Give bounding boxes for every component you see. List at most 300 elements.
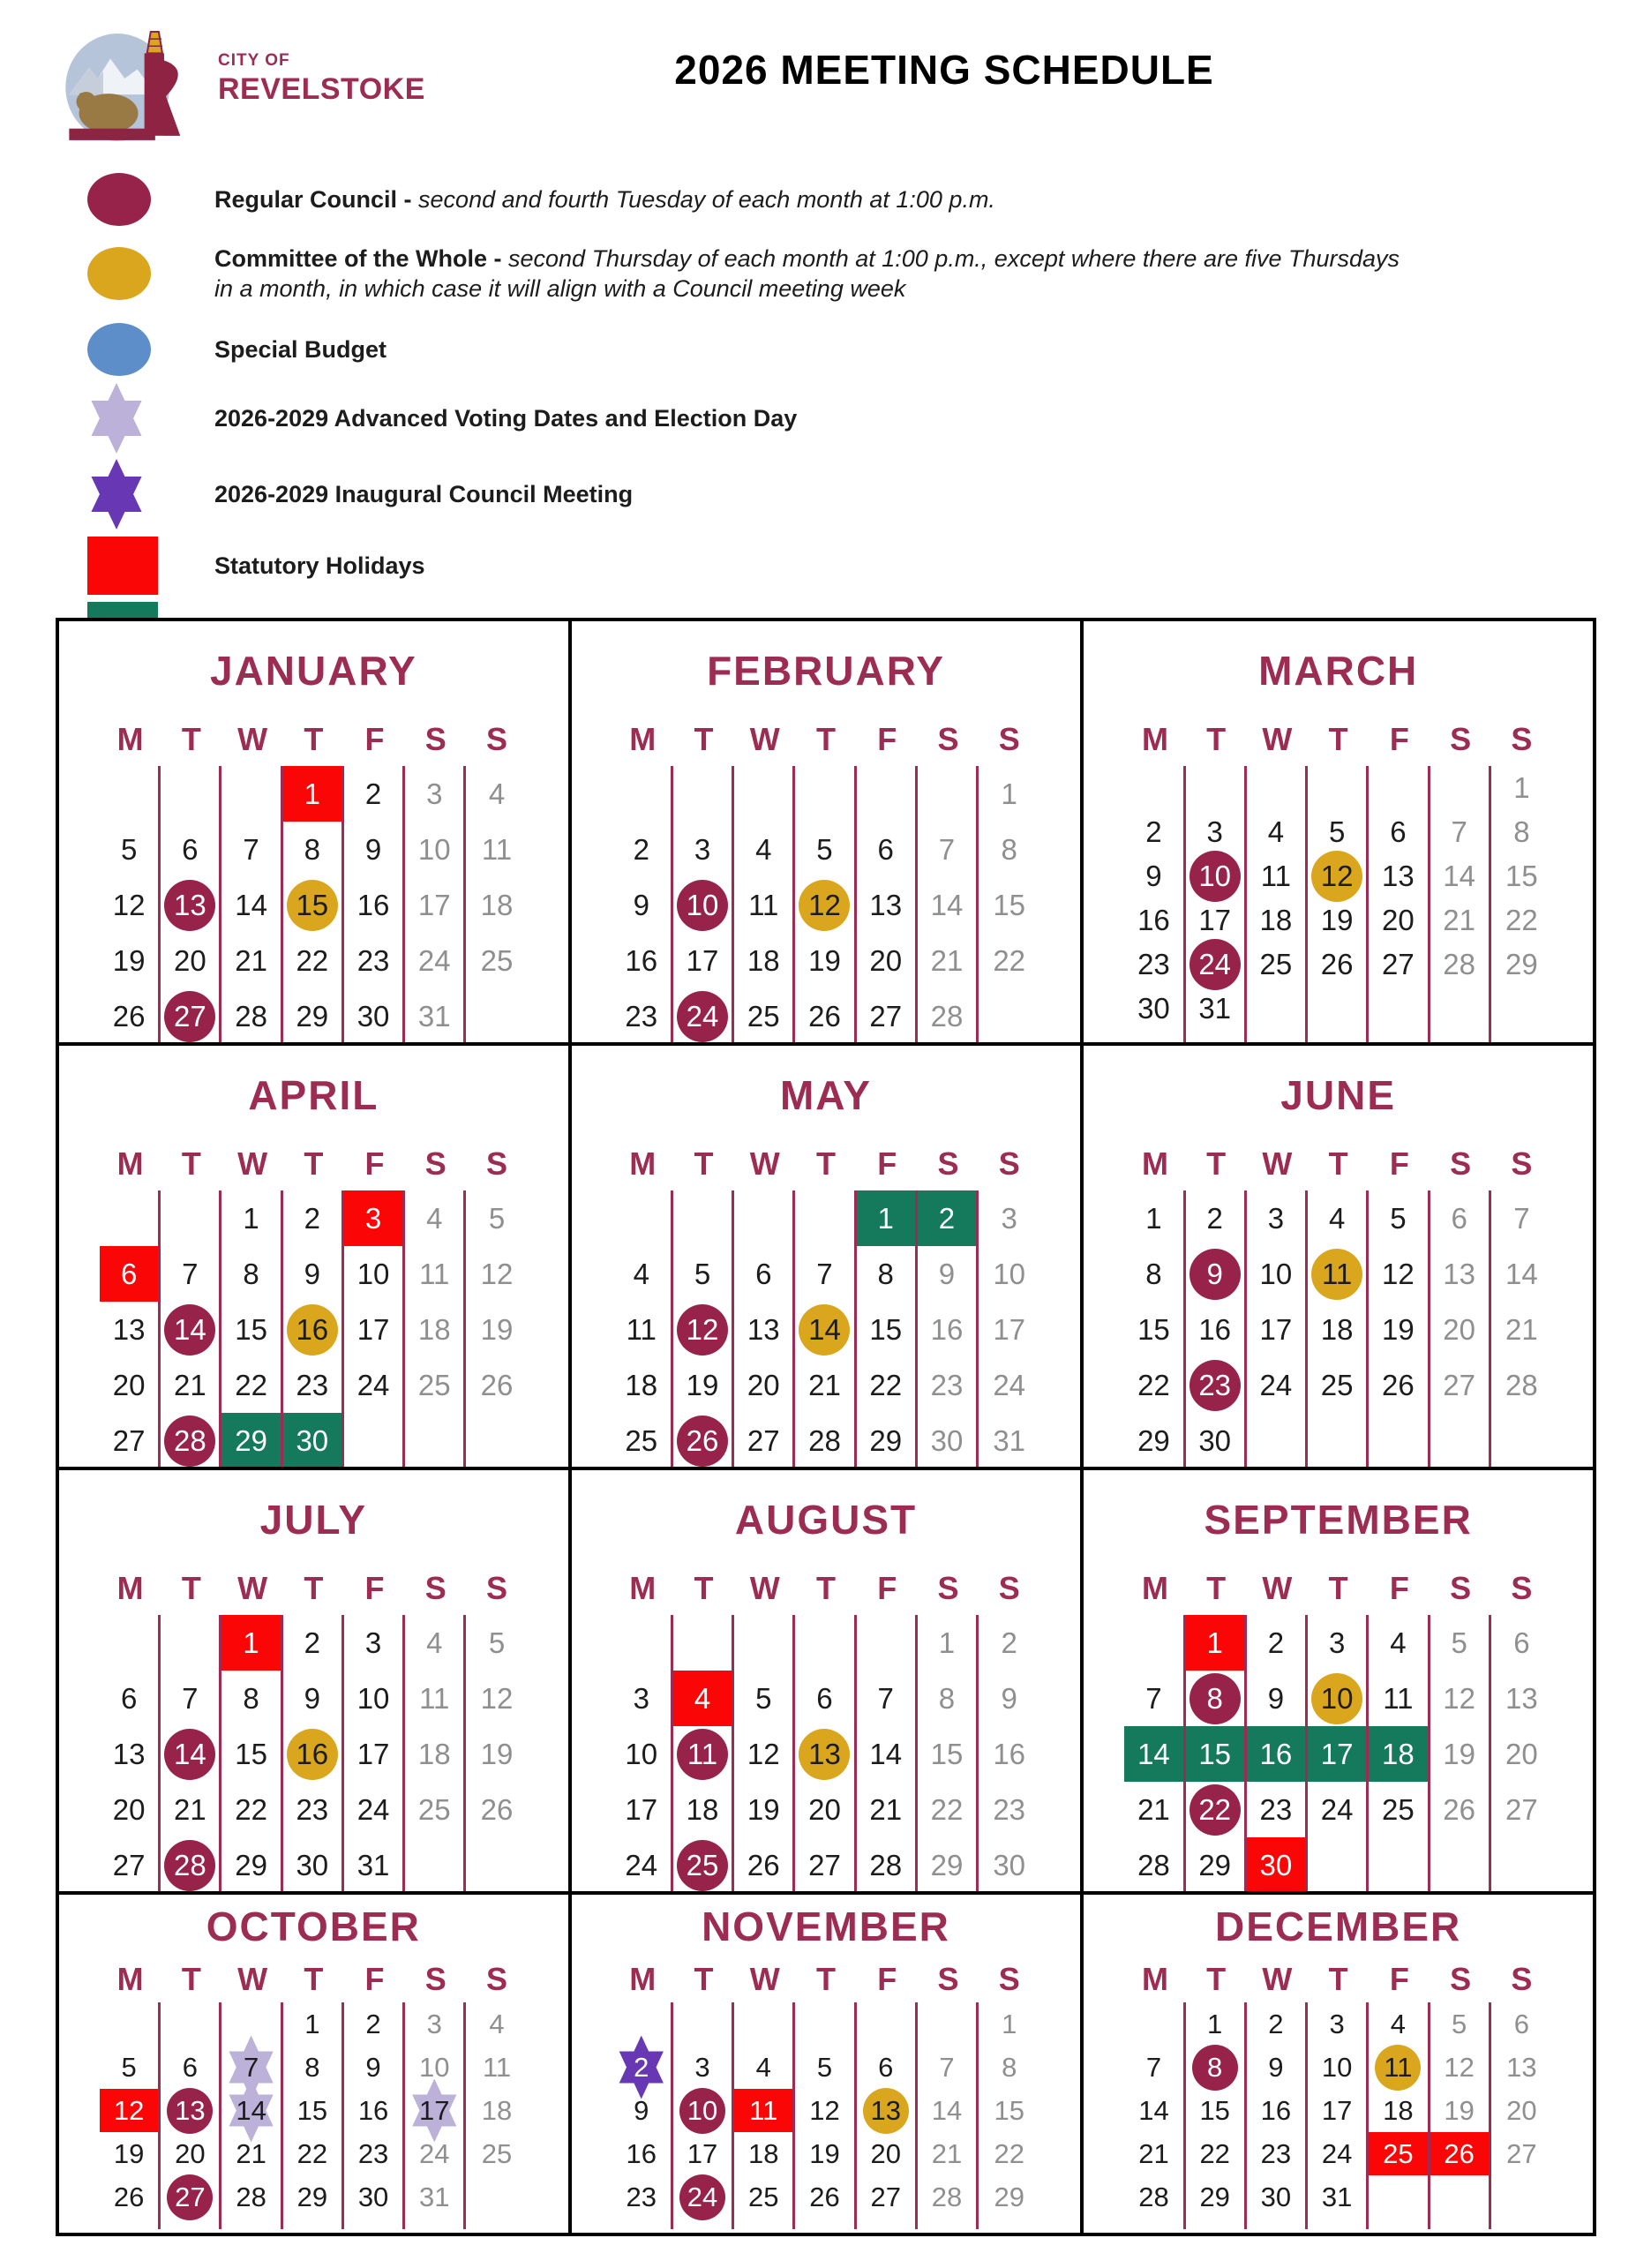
day-cell	[1430, 987, 1491, 1031]
day-cell	[795, 2046, 856, 2089]
day-cell	[857, 2132, 918, 2175]
day-number: 11	[1322, 1257, 1353, 1290]
day-number: 4	[694, 1681, 711, 1715]
day-cell	[1369, 1357, 1430, 1413]
day-number: 13	[112, 1312, 146, 1346]
day-cell	[1491, 1615, 1552, 1671]
day-cell	[283, 877, 344, 933]
legend-item-council	[84, 173, 1584, 226]
legend-icon-box	[84, 247, 214, 300]
day-cell	[405, 766, 466, 822]
day-cell	[466, 2132, 527, 2175]
day-cell	[1247, 810, 1308, 854]
day-number: 24	[993, 1368, 1026, 1401]
day-number: 12	[1320, 860, 1354, 892]
day-cell	[283, 1837, 344, 1893]
day-cell	[1308, 766, 1369, 810]
day-cell	[283, 933, 344, 988]
day-cell	[100, 2046, 161, 2089]
day-cell	[221, 988, 282, 1044]
day-number: 30	[993, 1848, 1026, 1881]
day-number: 18	[1259, 904, 1293, 936]
day-number: 2	[364, 777, 382, 810]
weekday-header-row	[1084, 1962, 1593, 1997]
weekday-label: S	[486, 1961, 508, 1997]
day-cell	[1308, 2002, 1369, 2046]
day-cell	[1491, 1726, 1552, 1782]
day-number: 12	[112, 888, 146, 921]
day-cell	[161, 2046, 221, 2089]
day-cell	[405, 877, 466, 933]
day-number: 1	[1513, 771, 1530, 804]
day-number: 6	[878, 2051, 894, 2083]
day-cell	[405, 1615, 466, 1671]
brand-city-of: CITY OF	[218, 51, 290, 70]
weekday-label: M	[629, 1570, 657, 1606]
day-number: 20	[808, 1792, 841, 1826]
day-number: 9	[304, 1681, 320, 1715]
day-cell	[1124, 2002, 1185, 2046]
day-cell	[283, 1782, 344, 1837]
day-cell	[857, 1837, 918, 1893]
day-number: 19	[809, 2137, 840, 2169]
day-number: 18	[1383, 2094, 1414, 2126]
legend-segment: Committee of the Whole	[214, 245, 494, 272]
day-cell	[1247, 1246, 1308, 1302]
day-cell	[283, 2132, 344, 2175]
day-cell	[1247, 854, 1308, 898]
day-cell	[1308, 987, 1369, 1031]
day-cell	[1369, 1726, 1430, 1782]
day-number: 3	[1001, 1201, 1017, 1235]
day-cell	[466, 1357, 527, 1413]
legend-segment: 2026-2029 Inaugural Council Meeting	[214, 481, 634, 507]
day-number: 22	[994, 2137, 1024, 2169]
day-cell	[1186, 987, 1247, 1031]
day-cell	[283, 2089, 344, 2132]
day-cell	[1430, 1782, 1491, 1837]
day-number: 31	[1198, 992, 1232, 1025]
day-cell	[344, 1726, 405, 1782]
column-rule-tail	[1491, 1031, 1552, 1044]
day-number: 21	[1443, 904, 1475, 936]
day-cell	[405, 1671, 466, 1726]
day-number: 8	[1207, 2051, 1223, 2083]
day-cell	[161, 877, 221, 933]
day-cell	[466, 933, 527, 988]
day-cell	[161, 988, 221, 1044]
day-cell	[795, 1671, 856, 1726]
weekday-label: W	[749, 721, 780, 757]
day-number: 28	[173, 1848, 206, 1881]
day-number: 20	[870, 2137, 901, 2169]
weekday-header-row	[1084, 1146, 1593, 1182]
day-number: 25	[1259, 948, 1293, 980]
day-cell	[1247, 2089, 1308, 2132]
day-cell	[979, 2002, 1039, 2046]
weekday-label: F	[1389, 1570, 1409, 1606]
day-number: 11	[1260, 860, 1292, 892]
column-rule-tail	[466, 2219, 527, 2229]
day-number: 26	[1320, 948, 1354, 980]
day-number: 2	[1267, 1626, 1285, 1659]
day-number: 21	[808, 1368, 841, 1401]
day-cell	[221, 1302, 282, 1357]
day-cell	[673, 1190, 734, 1246]
day-cell	[161, 1782, 221, 1837]
weekday-label: T	[1206, 721, 1227, 757]
day-cell	[405, 933, 466, 988]
day-cell	[100, 1782, 161, 1837]
day-cell	[795, 2089, 856, 2132]
weekday-label: F	[1389, 721, 1409, 757]
day-number: 19	[112, 943, 146, 977]
day-cell	[612, 1357, 673, 1413]
day-cell	[344, 1190, 405, 1246]
weekday-label: T	[815, 1961, 836, 1997]
day-cell	[283, 2046, 344, 2089]
day-cell	[1308, 1671, 1369, 1726]
day-cell	[344, 1302, 405, 1357]
day-number: 19	[1444, 2094, 1475, 2126]
day-cell	[344, 2132, 405, 2175]
weekday-label: W	[1262, 1961, 1293, 1997]
day-cell	[1491, 987, 1552, 1031]
day-cell	[221, 933, 282, 988]
weekday-label: S	[937, 1145, 959, 1182]
day-number: 12	[747, 1737, 780, 1770]
day-number: 29	[994, 2181, 1024, 2212]
day-cell	[1430, 1671, 1491, 1726]
day-number: 24	[1320, 1792, 1354, 1826]
legend-segment: Regular Council	[214, 186, 404, 213]
legend-item-cow	[84, 231, 1584, 316]
day-number: 9	[938, 1257, 956, 1290]
day-number: 6	[877, 832, 894, 866]
day-cell	[673, 1615, 734, 1671]
day-number: 19	[747, 1792, 780, 1826]
weekday-label: W	[237, 1145, 268, 1182]
day-cell	[734, 2089, 795, 2132]
day-number: 1	[243, 1201, 259, 1235]
day-number: 30	[1137, 992, 1170, 1025]
day-cell	[405, 2002, 466, 2046]
day-number: 24	[1259, 1368, 1293, 1401]
day-number: 16	[993, 1737, 1026, 1770]
day-cell	[1491, 1357, 1552, 1413]
column-rule-tail	[161, 2219, 221, 2229]
weekday-header-row	[572, 722, 1081, 757]
day-number: 25	[481, 2137, 513, 2169]
day-number: 23	[930, 1368, 964, 1401]
day-cell	[1186, 942, 1247, 987]
day-number: 11	[1384, 2051, 1413, 2083]
day-cell	[221, 822, 282, 877]
weekday-label: S	[1450, 721, 1472, 757]
day-number: 18	[481, 2094, 513, 2126]
day-number: 10	[356, 1257, 390, 1290]
day-number: 16	[1260, 2094, 1292, 2126]
day-cell	[1430, 2132, 1491, 2175]
day-number: 5	[816, 2051, 833, 2083]
days-grid	[572, 766, 1081, 1044]
column-rule-tail	[1247, 1031, 1308, 1044]
day-number: 6	[755, 1257, 772, 1290]
day-cell	[734, 933, 795, 988]
day-number: 25	[748, 2181, 779, 2212]
day-number: 2	[1001, 1626, 1017, 1659]
day-cell	[1430, 1615, 1491, 1671]
weekday-header-row	[59, 722, 568, 757]
day-cell	[1491, 854, 1552, 898]
month-september	[1082, 1468, 1595, 1893]
day-cell	[979, 988, 1039, 1044]
day-cell	[405, 1302, 466, 1357]
day-number: 3	[1329, 2008, 1345, 2039]
day-number: 29	[1198, 1848, 1232, 1881]
day-cell	[918, 1190, 979, 1246]
weekday-label: S	[424, 1961, 447, 1997]
day-cell	[673, 988, 734, 1044]
day-number: 8	[1145, 1257, 1162, 1290]
day-cell	[673, 1357, 734, 1413]
day-cell	[221, 1246, 282, 1302]
day-number: 18	[417, 1737, 451, 1770]
weekday-label: M	[116, 1961, 144, 1997]
day-number: 18	[625, 1368, 658, 1401]
day-cell	[795, 766, 856, 822]
day-number: 11	[749, 2094, 778, 2126]
weekday-label: T	[181, 1145, 201, 1182]
day-number: 20	[112, 1368, 146, 1401]
day-cell	[1369, 1782, 1430, 1837]
day-number: 5	[120, 832, 138, 866]
day-number: 25	[625, 1423, 658, 1457]
day-cell	[466, 2002, 527, 2046]
weekday-label: T	[1206, 1570, 1227, 1606]
council-legend-icon	[87, 173, 151, 226]
day-number: 14	[1138, 2094, 1169, 2126]
day-number: 10	[687, 2094, 718, 2126]
column-rule-tail	[1124, 2219, 1185, 2229]
day-number: 13	[173, 888, 206, 921]
day-number: 30	[1198, 1423, 1232, 1457]
day-number: 28	[931, 2181, 963, 2212]
days-grid	[59, 1190, 568, 1468]
day-number: 11	[626, 1312, 657, 1346]
day-number: 13	[747, 1312, 780, 1346]
budget-legend-icon	[87, 323, 151, 376]
day-cell	[673, 2002, 734, 2046]
day-cell	[1186, 1302, 1247, 1357]
day-number: 17	[419, 2094, 450, 2126]
day-number: 9	[1206, 1257, 1223, 1290]
legend-segment: -	[403, 186, 419, 213]
day-cell	[1186, 810, 1247, 854]
day-cell	[1430, 1246, 1491, 1302]
day-number: 22	[1199, 2137, 1230, 2169]
weekday-label: M	[629, 1145, 657, 1182]
day-number: 16	[1137, 904, 1170, 936]
day-cell	[100, 1190, 161, 1246]
day-number: 6	[816, 1681, 833, 1715]
day-cell	[612, 1615, 673, 1671]
day-number: 4	[426, 1201, 443, 1235]
day-number: 4	[1390, 1626, 1407, 1659]
weekday-header-row	[59, 1962, 568, 1997]
day-number: 25	[1382, 1792, 1415, 1826]
day-cell	[161, 2175, 221, 2219]
weekday-label: T	[815, 1570, 836, 1606]
day-number: 27	[1506, 2137, 1537, 2169]
day-cell	[1247, 1782, 1308, 1837]
day-cell	[612, 766, 673, 822]
day-number: 23	[296, 1368, 329, 1401]
day-number: 1	[304, 2008, 320, 2039]
day-number: 29	[1505, 948, 1538, 980]
day-cell	[734, 1837, 795, 1893]
day-cell	[795, 933, 856, 988]
day-cell	[161, 933, 221, 988]
day-cell	[734, 2132, 795, 2175]
weekday-label: S	[998, 721, 1020, 757]
day-number: 15	[1505, 860, 1538, 892]
month-title: MAY	[779, 1072, 872, 1118]
day-number: 15	[296, 888, 329, 921]
day-number: 26	[686, 1423, 719, 1457]
day-number: 30	[1259, 1848, 1293, 1881]
day-cell	[918, 822, 979, 877]
day-cell	[1491, 2002, 1552, 2046]
day-cell	[344, 822, 405, 877]
weekday-header-row	[59, 1571, 568, 1606]
day-cell	[612, 933, 673, 988]
day-cell	[673, 933, 734, 988]
day-cell	[1491, 766, 1552, 810]
legend-segment: second and fourth Tuesday of each month at 1:00 p.m.	[418, 186, 995, 213]
day-number: 5	[1390, 1201, 1407, 1235]
day-number: 17	[1321, 2094, 1353, 2126]
day-cell	[161, 1413, 221, 1468]
day-cell	[612, 822, 673, 877]
day-number: 13	[1443, 1257, 1475, 1290]
day-cell	[857, 766, 918, 822]
day-number: 1	[1001, 777, 1017, 810]
day-number: 18	[1382, 1737, 1415, 1770]
day-number: 25	[1320, 1368, 1354, 1401]
weekday-label: S	[998, 1145, 1020, 1182]
day-number: 7	[243, 2051, 259, 2083]
day-cell	[1124, 1190, 1185, 1246]
day-cell	[673, 822, 734, 877]
stat-legend-icon	[87, 537, 158, 595]
day-number: 10	[993, 1257, 1026, 1290]
day-cell	[283, 2175, 344, 2219]
day-cell	[1186, 1615, 1247, 1671]
day-cell	[918, 1837, 979, 1893]
weekday-label: S	[424, 1145, 447, 1182]
day-number: 2	[1268, 2008, 1284, 2039]
day-cell	[1247, 942, 1308, 987]
day-cell	[1186, 766, 1247, 810]
day-cell	[857, 1413, 918, 1468]
column-rule-tail	[673, 2219, 734, 2229]
legend-segment: second Thursday of each month at 1:00 p.m., except where there are five Thursdays	[508, 245, 1400, 272]
day-cell	[1430, 810, 1491, 854]
day-number: 20	[112, 1792, 146, 1826]
day-number: 15	[1198, 1737, 1232, 1770]
day-number: 18	[747, 943, 780, 977]
day-cell	[612, 1302, 673, 1357]
day-cell	[221, 766, 282, 822]
day-cell	[673, 1726, 734, 1782]
day-cell	[795, 1246, 856, 1302]
weekday-label: S	[1511, 1570, 1533, 1606]
day-number: 25	[417, 1368, 451, 1401]
day-cell	[734, 1357, 795, 1413]
day-cell	[857, 1726, 918, 1782]
weekday-header-row	[572, 1571, 1081, 1606]
day-cell	[1247, 1357, 1308, 1413]
day-number: 3	[1267, 1201, 1285, 1235]
day-cell	[612, 988, 673, 1044]
day-cell	[100, 2002, 161, 2046]
day-number: 26	[747, 1848, 780, 1881]
column-rule-tail	[979, 2219, 1039, 2229]
day-number: 14	[1137, 1737, 1170, 1770]
day-number: 23	[625, 999, 658, 1033]
column-rule-tail	[405, 2219, 466, 2229]
day-cell	[344, 766, 405, 822]
day-number: 1	[1207, 2008, 1223, 2039]
day-number: 27	[175, 2181, 206, 2212]
brand-text	[218, 51, 425, 107]
weekday-label: F	[1389, 1145, 1409, 1182]
day-number: 30	[356, 999, 390, 1033]
day-number: 8	[1001, 832, 1017, 866]
day-cell	[100, 1671, 161, 1726]
day-cell	[979, 1413, 1039, 1468]
weekday-header-row	[1084, 1571, 1593, 1606]
day-cell	[1308, 898, 1369, 942]
weekday-label: M	[1141, 1145, 1168, 1182]
day-cell	[1186, 2046, 1247, 2089]
legend-icon-box	[84, 537, 214, 595]
day-cell	[161, 766, 221, 822]
legend-segment: in a month, in which case it will align with a Council meeting week	[214, 275, 906, 302]
day-number: 3	[364, 1201, 382, 1235]
day-number: 16	[296, 1312, 329, 1346]
day-number: 5	[694, 1257, 711, 1290]
day-cell	[283, 988, 344, 1044]
day-cell	[1247, 1726, 1308, 1782]
weekday-label: M	[629, 1961, 657, 1997]
day-number: 21	[235, 943, 267, 977]
month-march	[1082, 620, 1595, 1044]
day-number: 19	[1320, 904, 1354, 936]
day-number: 27	[112, 1423, 146, 1457]
day-number: 20	[173, 943, 206, 977]
day-number: 7	[938, 832, 956, 866]
day-cell	[1491, 1837, 1552, 1893]
day-number: 10	[625, 1737, 658, 1770]
day-number: 17	[356, 1312, 390, 1346]
day-cell	[221, 1413, 282, 1468]
day-cell	[979, 2089, 1039, 2132]
day-cell	[283, 1357, 344, 1413]
column-rule-tail	[612, 2219, 673, 2229]
day-number: 26	[809, 2181, 840, 2212]
